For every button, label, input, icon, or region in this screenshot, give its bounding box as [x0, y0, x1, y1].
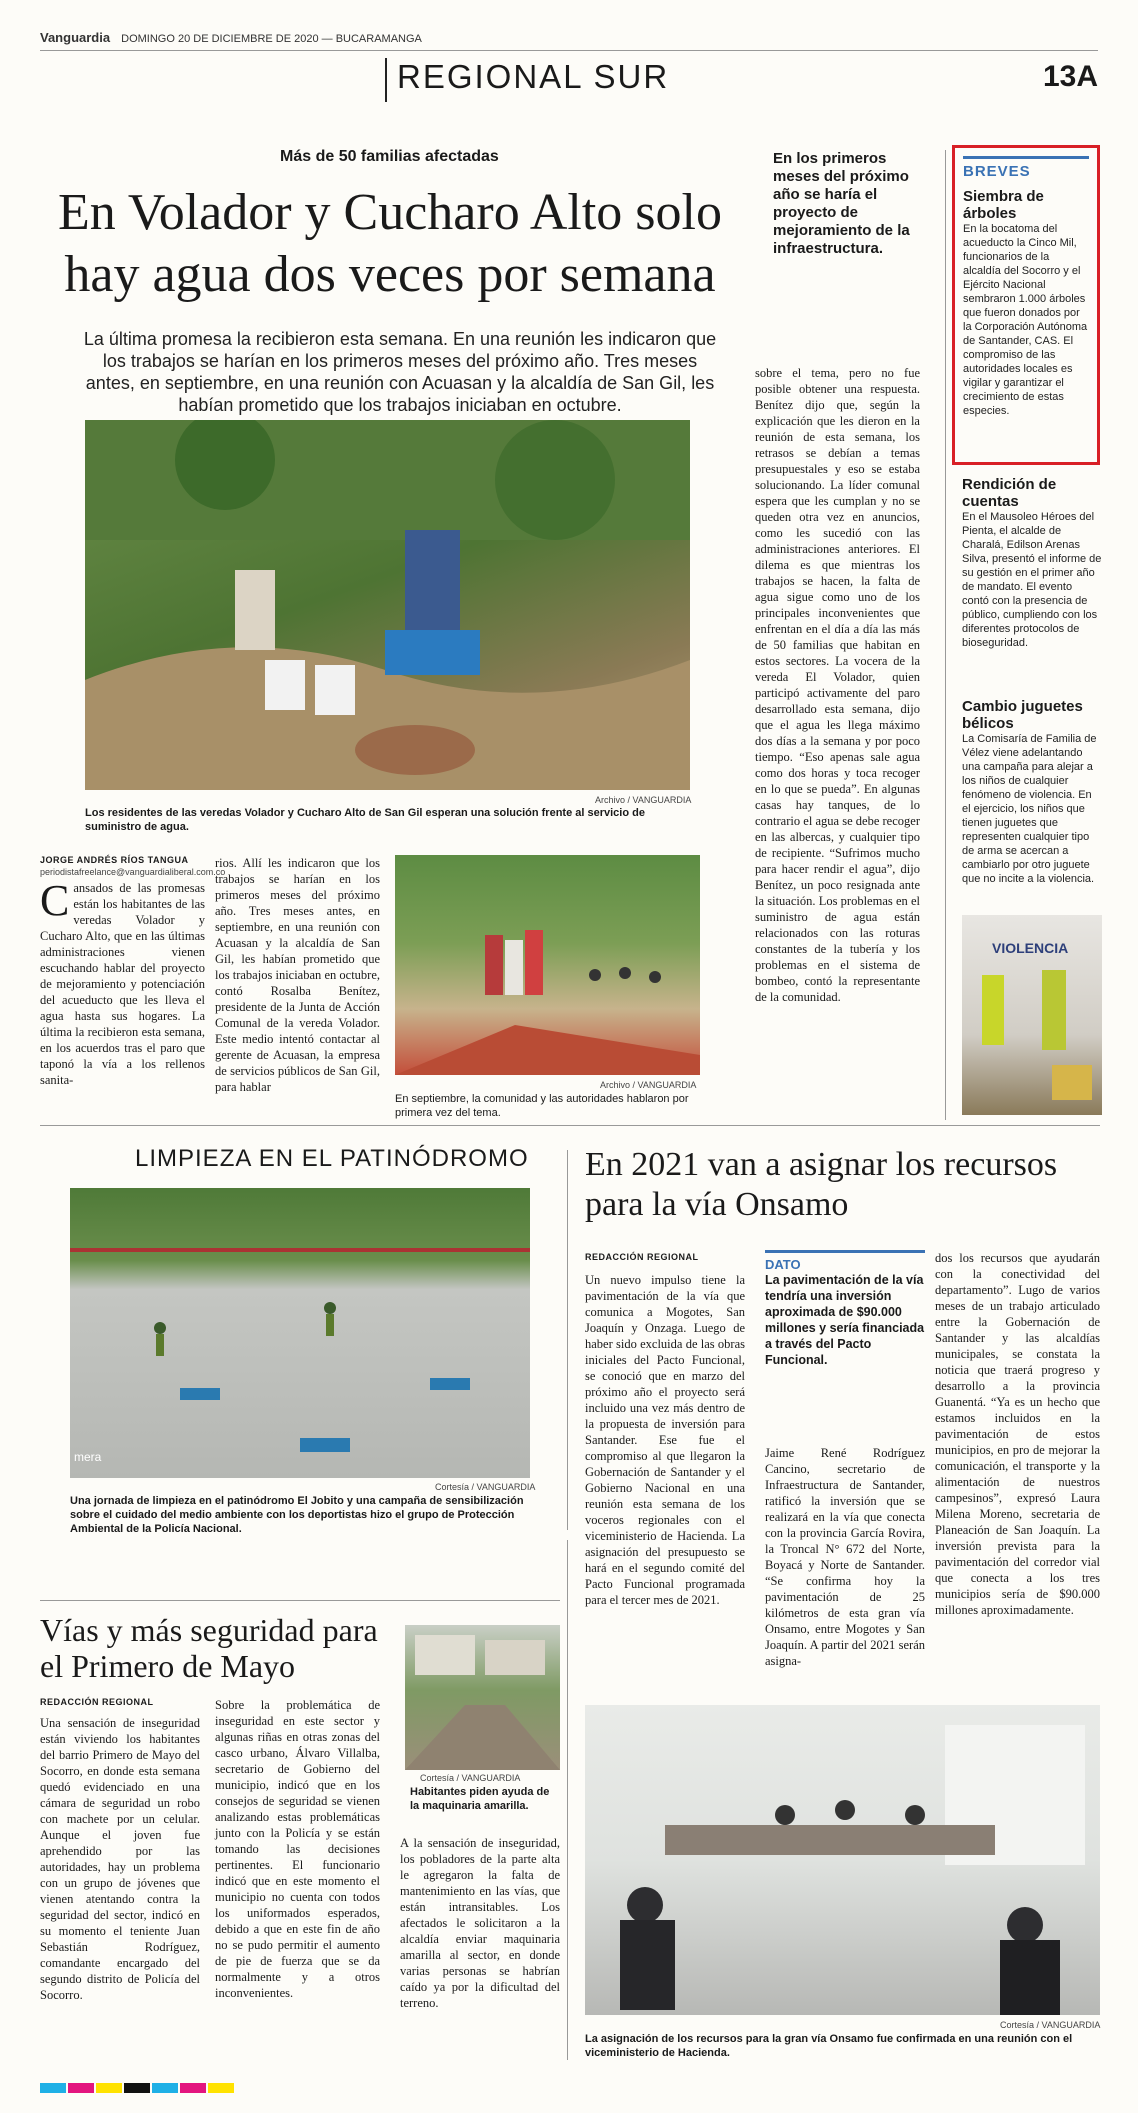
onsamo-photo-caption: La asignación de los recursos para la gran vía Onsamo fue confirmada en una reunión con el viceministerio de Hacienda. — [585, 2033, 1073, 2059]
meeting-photo-credit: Archivo / VANGUARDIA — [600, 1080, 697, 1090]
color-registration-bar — [40, 2080, 1100, 2090]
limpieza-title: LIMPIEZA EN EL PATINÓDROMO — [135, 1145, 529, 1172]
meeting-photo-caption: En septiembre, la comunidad y las autoridades hablaron por primera vez del tema. — [395, 1093, 689, 1119]
lead-column-2: rios. Allí les indicaron que los trabajos se harían en los primeros meses del próximo año. Tres meses antes, en septiembre, en una reunión con Acuasan y la alcaldía de San Gil, les habían prometido que los trabajos iniciaban en octubre, contó Rosalba Benítez, presidente de la Junta de Acción Comunal de la vereda Volador. Este medio intentó contactar al gerente de Acuasan, la empresa de servicios públicos de San Gil, para hablar — [215, 856, 380, 1094]
brief-2-head: Rendición de cuentas — [962, 476, 1057, 510]
swatch-magenta — [68, 2083, 94, 2093]
masthead — [40, 30, 1090, 50]
mayo-byline: REDACCIÓN REGIONAL — [40, 1697, 154, 1707]
conference-illustration — [585, 1705, 1100, 2015]
swatch-cyan — [40, 2083, 66, 2093]
masthead-rule — [40, 50, 1098, 51]
mayo-photo-credit: Cortesía / VANGUARDIA — [420, 1773, 521, 1783]
lead-headline: En Volador y Cucharo Alto solo hay agua dos veces por semana — [58, 184, 722, 303]
farmers-illustration — [85, 420, 690, 790]
onsamo-headline: En 2021 van a asignar los recursos para la vía Onsamo — [585, 1146, 1058, 1223]
dropcap: C — [40, 876, 70, 925]
limpieza-photo — [70, 1188, 530, 1478]
dateline: DOMINGO 20 DE DICIEMBRE DE 2020 — BUCARAMANGA — [121, 33, 422, 45]
mayo-photo — [405, 1625, 560, 1770]
meeting-photo — [395, 855, 700, 1075]
swatch-yellow-2 — [208, 2083, 234, 2093]
lead-email: periodistafreelance@vanguardialiberal.com.co — [40, 867, 226, 877]
vertical-rule-right — [945, 150, 946, 1120]
onsamo-photo-credit: Cortesía / VANGUARDIA — [1000, 2020, 1101, 2030]
paper-name: Vanguardia — [40, 30, 111, 45]
onsamo-column-3: dos los recursos que ayudarán con la conectividad del departamento”. Lugo de varios meses de un trabajo articulado entre la Gobernación de Santander y las alcaldías municipales, se constata la noticia que traerá progreso y desarrollo a la provincia Guanentá. “Ya es un hecho que estamos incluidos en la pavimentación de estos municipios, en pro de mejorar la comunicación, el transporte y la alimentación de nuestros campesinos”, expresó Laura Milena Moreno, secretaria de Planeación de San Joaquín. La inversión prevista para la pavimentación del corredor vial que conecta a los tres municipios sería de $90.000 millones aproximadamente. — [935, 1251, 1100, 1617]
lead-byline: JORGE ANDRÉS RÍOS TANGUA — [40, 855, 189, 865]
onsamo-byline: REDACCIÓN REGIONAL — [585, 1252, 699, 1262]
breves-title: BREVES — [963, 156, 1089, 180]
lead-kicker: Más de 50 familias afectadas — [280, 148, 499, 165]
officer-figure — [982, 975, 1004, 1045]
swatch-yellow — [96, 2083, 122, 2093]
breves-box — [952, 145, 1100, 465]
brief-3 — [962, 690, 1102, 886]
lead-column-1: Cansados de las promesas están los habitantes de las veredas Volador y Cucharo Alto, que en las últimas administraciones vienen escuchando hablar del proyecto de mejoramiento y potenciación del acueducto que les lleva el agua hasta sus hogares. La última la recibieron esta semana, en los acuerdos tras el paro que taponó la vía a los rellenos sanita- — [40, 876, 205, 1087]
mayo-divider — [40, 1600, 560, 1601]
brief-3-head: Cambio juguetes bélicos — [962, 698, 1083, 732]
dato-text: La pavimentación de la vía tendría una inversión aproximada de $90.000 millones y sería financiada a través del Pacto Funcional. — [765, 1273, 925, 1367]
lead-photo-credit: Archivo / VANGUARDIA — [595, 795, 692, 805]
brief-1-head: Siembra de árboles — [963, 188, 1044, 222]
section-title: REGIONAL SUR — [385, 58, 669, 102]
page-number: 13A — [1042, 60, 1098, 93]
dato-box — [765, 1250, 925, 1368]
street-illustration — [405, 1625, 560, 1770]
mayo-column-1: Una sensación de inseguridad están viviendo los habitantes del barrio Primero de Mayo del Socorro, en donde esta semana quedó evidenciado en una cámara de seguridad un robo con machete por un celular. Aunque el joven fue aprehendido por las autoridades, hay un problema con un grupo de jóvenes que vienen atentando contra la seguridad del sector, indicó en su momento el teniente Juan Sebastián Rodríguez, comandante encargado del segundo distrito de Policía del Socorro. — [40, 1716, 200, 2002]
mayo-column-3: A la sensación de inseguridad, los pobladores de la parte alta le agregaron la falta de mantenimiento en las vías, que están intransitables. Los afectados le solicitaron a la alcaldía enviar maquinaria amarilla al sector, en donde varias personas se habrían caído ya por la dificultad del terreno. — [400, 1836, 560, 2010]
limpieza-credit: Cortesía / VANGUARDIA — [435, 1482, 536, 1492]
onsamo-photo — [585, 1705, 1100, 2015]
dato-title: DATO — [765, 1250, 925, 1272]
lead-column-3: sobre el tema, pero no fue posible obtener una respuesta. Benítez dijo que, según la explicación que les dieron en la reunión de esta semana, los retrasos se debían a temas presupuestales y eso se estaba solucionando. La líder comunal espera que les cumplan y no se queden otra vez en anuncios, como les sucedió con las administraciones anteriores. El dilema es que mientras los trabajos se hacen, la falta de agua sigue como uno de los principales inconvenientes que enfrentan en el día a día las más de 50 familias que habitan en estos sectores. La vocera de la vereda El Volador, quien participó activamente del paro desarrollado esta semana, dijo que el agua les llega máximo dos días a la semana y por poco tiempo. “Eso apenas sale agua como dos horas y toca recoger en lo que se pueda”. En algunas casas hay tanques, de lo contrario el agua se debe recoger en las albercas, y cualquier tipo de recipiente. “Sufrimos mucho para hacer rendir el agua”, dijo Benítez, un poco resignada ante la situación. Los problemas en el suministro de agua están relacionados con las roturas constantes de la tubería y los problemas en el sistema de bombeo, contó la representante de la comunidad. — [755, 366, 920, 1004]
section-divider — [40, 1125, 1100, 1126]
swatch-cyan-2 — [152, 2083, 178, 2093]
mayo-column-2: Sobre la problemática de inseguridad en este sector y algunas riñas en otras zonas del casco urbano, Álvaro Villalba, secretario de Gobierno del municipio, indicó que en los consejos de seguridad se vienen analizando estas problemáticas junto con la Policía y se están tomando las decisiones pertinentes. El funcionario indicó que en este momento el municipio no cuenta con todos los uniformados esperados, debido a que en este fin de año no se pudo permitir el aumento de pie de fuerza que se da normalmente y a otros inconvenientes. — [215, 1698, 380, 2000]
mayo-photo-caption: Habitantes piden ayuda de la maquinaria amarilla. — [410, 1786, 550, 1812]
swatch-black — [124, 2083, 150, 2093]
limpieza-watermark: mera — [74, 1450, 102, 1464]
vertical-rule-mid — [567, 1150, 568, 1530]
lead-photo — [85, 420, 690, 790]
lead-deck: La última promesa la recibieron esta semana. En una reunión les indicaron que los trabajos se harían en los primeros meses del próximo año. Tres meses antes, en septiembre, en una reunión con Acuasan y la alcaldía de San Gil, les habían prometido que los trabajos iniciaban en octubre. — [83, 329, 717, 415]
swatch-magenta-2 — [180, 2083, 206, 2093]
pull-quote: En los primeros meses del próximo año se haría el proyecto de mejoramiento de la infraestructura. — [773, 150, 910, 257]
mayo-headline: Vías y más seguridad para el Primero de Mayo — [40, 1612, 378, 1684]
patinodromo-illustration — [70, 1188, 530, 1478]
brief-2 — [962, 468, 1102, 650]
box-figure — [1052, 1065, 1092, 1100]
brief-3-text: La Comisaría de Familia de Vélez viene adelantando una campaña para alejar a los niños de cualquier fenómeno de violencia. En el ejercicio, los niños que tienen juguetes que representen cualquier tipo de arma se acercan a cambiarlo por otro juguete que no incite a la violencia. — [962, 733, 1097, 885]
brief-1-text: En la bocatoma del acueducto la Cinco Mil, funcionarios de la alcaldía del Socorro y el Ejército Nacional sembraron 1.000 árboles que fueron donados por la Corporación Autónoma de Santander, CAS. El compromiso de las autoridades locales es vigilar y garantizar el crecimiento de estas especies. — [963, 223, 1088, 417]
limpieza-caption: Una jornada de limpieza en el patinódromo El Jobito y una campaña de sensibilización sobre el cuidado del medio ambiente con los deportistas hizo el grupo de Protección Ambiental de la Policía Nacional. — [70, 1495, 524, 1535]
violencia-banner: VIOLENCIA — [992, 940, 1069, 956]
breves-photo — [962, 915, 1102, 1115]
lead-photo-caption: Los residentes de las veredas Volador y Cucharo Alto de San Gil esperan una solución frente al servicio de suministro de agua. — [85, 807, 645, 833]
officer-figure-2 — [1042, 970, 1066, 1050]
vertical-rule-bottom — [567, 1540, 568, 2060]
onsamo-column-1: Un nuevo impulso tiene la pavimentación de la vía que comunica a Mogotes, San Joaquín y Onzaga. Luego de haber sido excluida de las obras iniciales del Pacto Funcional, se conoció que en marzo del próximo año el proyecto será incluido una vez más dentro de la propuesta de inversión para Santander. Ese fue el compromiso al que llegaron la Gobernación de Santander y el Gobierno Nacional en una reunión esta semana de los voceros regionales con el viceministerio de Hacienda. La asignación del presupuesto se hará en el segundo comité del Pacto Funcional programada para el tercer mes de 2021. — [585, 1273, 745, 1607]
meeting-illustration — [395, 855, 700, 1075]
onsamo-column-2: Jaime René Rodríguez Cancino, secretario de Infraestructura de Santander, ratificó la inversión que se realizará en la vía que conecta con la provincia García Rovira, la Troncal N° 672 del Norte, Boyacá y Norte de Santander. “Se confirma hoy la pavimentación de 25 kilómetros de esta gran vía Onsamo, entre Mogotes y San Joaquín. A partir del 2021 serán asigna- — [765, 1446, 925, 1668]
brief-2-text: En el Mausoleo Héroes del Pienta, el alcalde de Charalá, Edilson Arenas Silva, presentó el informe de su gestión en el primer año de mandato. El evento contó con la presencia de público, cumpliendo con los diferentes protocolos de bioseguridad. — [962, 511, 1102, 649]
